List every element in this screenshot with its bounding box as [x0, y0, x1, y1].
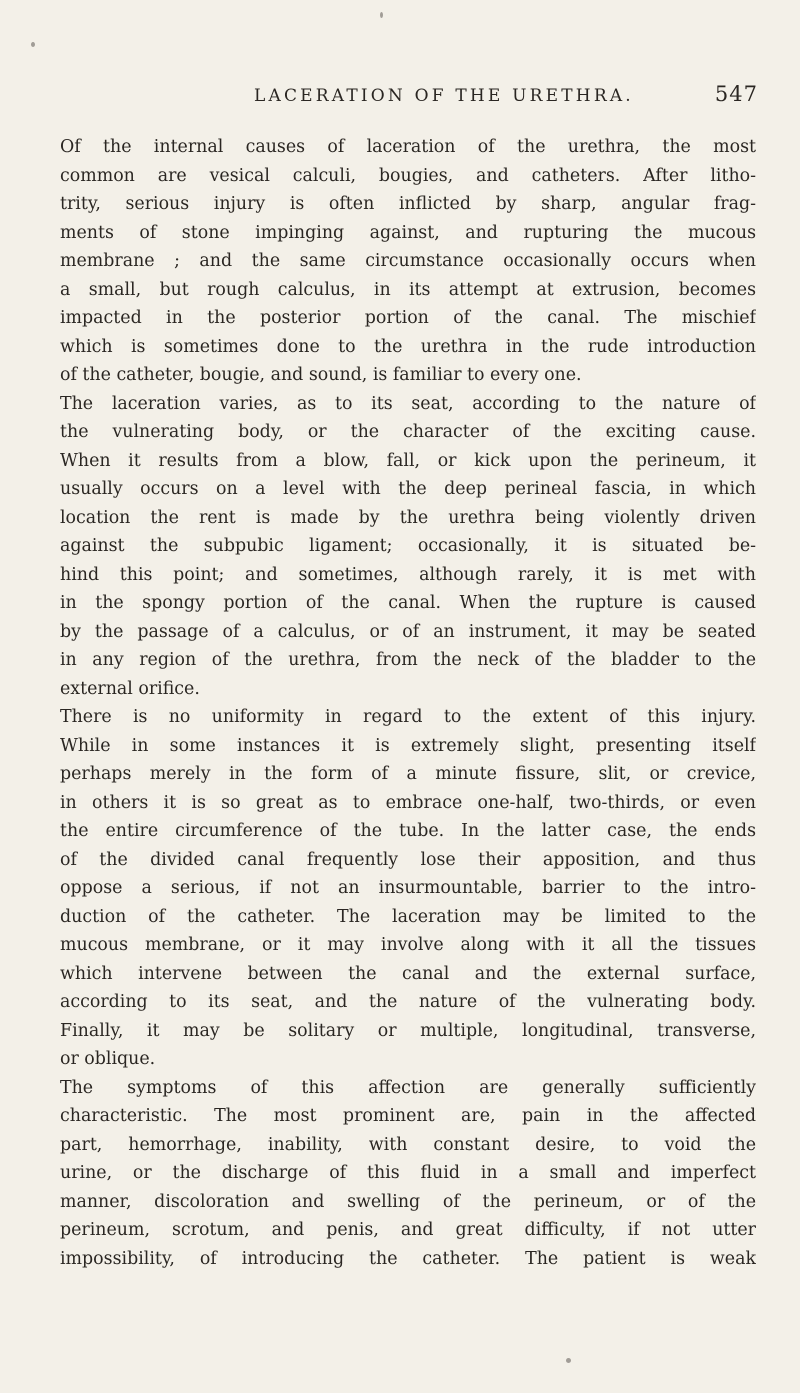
running-title: LACERATION OF THE URETHRA. — [254, 86, 634, 106]
text-line: membrane ; and the same circumstance occasionally occurs when — [60, 251, 756, 271]
text-line: a small, but rough calculus, in its attempt at extrusion, becomes — [60, 279, 756, 300]
text-line: or oblique. — [60, 1049, 156, 1069]
text-line: in others it is so great as to embrace one-half, two-thirds, or even — [60, 792, 756, 813]
text-line: external orifice. — [60, 678, 200, 699]
text-line: ments of stone impinging against, and rupturing the mucous — [60, 222, 756, 243]
print-speck — [566, 1358, 571, 1363]
text-line: Finally, it may be solitary or multiple, longitudinal, transverse, — [60, 1020, 756, 1041]
text-line: impacted in the posterior portion of the canal. The mischief — [60, 308, 756, 328]
print-speck — [380, 12, 383, 18]
text-line: urine, or the discharge of this fluid in a small and imperfect — [60, 1163, 756, 1183]
text-line: duction of the catheter. The laceration may be limited to the — [60, 906, 756, 927]
text-line: of the divided canal frequently lose their apposition, and thus — [60, 849, 756, 870]
print-speck — [31, 42, 35, 47]
text-line: usually occurs on a level with the deep perineal fascia, in which — [60, 479, 756, 499]
text-line: which is sometimes done to the urethra in the rude introduction — [60, 336, 756, 357]
text-line: Of the internal causes of laceration of the urethra, the most — [60, 137, 756, 157]
text-line: The symptoms of this affection are generally sufficiently — [60, 1077, 756, 1098]
text-line: trity, serious injury is often inflicted by sharp, angular frag- — [60, 194, 756, 214]
text-line: perineum, scrotum, and penis, and great difficulty, if not utter — [60, 1220, 756, 1240]
text-line: which intervene between the canal and the external surface, — [60, 963, 756, 984]
body-text — [60, 133, 756, 1273]
text-line: according to its seat, and the nature of the vulnerating body. — [60, 992, 756, 1012]
text-line: There is no uniformity in regard to the extent of this injury. — [60, 707, 756, 727]
text-line: in any region of the urethra, from the neck of the bladder to the — [60, 650, 756, 670]
text-line: perhaps merely in the form of a minute fissure, slit, or crevice, — [60, 764, 756, 784]
text-line: the vulnerating body, or the character of the exciting cause. — [60, 422, 756, 442]
text-line: mucous membrane, or it may involve along with it all the tissues — [60, 935, 756, 955]
text-line: impossibility, of introducing the catheter. The patient is weak — [60, 1248, 756, 1269]
text-line: of the catheter, bougie, and sound, is familiar to every one. — [60, 365, 582, 385]
text-line: hind this point; and sometimes, although rarely, it is met with — [60, 564, 756, 585]
text-line: The laceration varies, as to its seat, according to the nature of — [60, 393, 756, 414]
text-line: oppose a serious, if not an insurmountable, barrier to the intro- — [60, 878, 756, 898]
text-line: in the spongy portion of the canal. When the rupture is caused — [60, 593, 756, 613]
page-number: 547 — [714, 82, 758, 106]
text-line: the entire circumference of the tube. In the latter case, the ends — [60, 821, 756, 841]
text-line: location the rent is made by the urethra being violently driven — [60, 507, 756, 528]
text-line: common are vesical calculi, bougies, and catheters. After litho- — [60, 165, 756, 186]
running-head — [0, 82, 800, 116]
text-line: characteristic. The most prominent are, pain in the affected — [60, 1106, 756, 1126]
text-line: by the passage of a calculus, or of an instrument, it may be seated — [60, 621, 756, 642]
text-line: against the subpubic ligament; occasionally, it is situated be- — [60, 536, 756, 556]
text-line: manner, discoloration and swelling of the perineum, or of the — [60, 1191, 756, 1212]
text-line: While in some instances it is extremely slight, presenting itself — [60, 735, 756, 756]
text-line: part, hemorrhage, inability, with constant desire, to void the — [60, 1134, 756, 1155]
text-line: When it results from a blow, fall, or kick upon the perineum, it — [60, 450, 756, 471]
